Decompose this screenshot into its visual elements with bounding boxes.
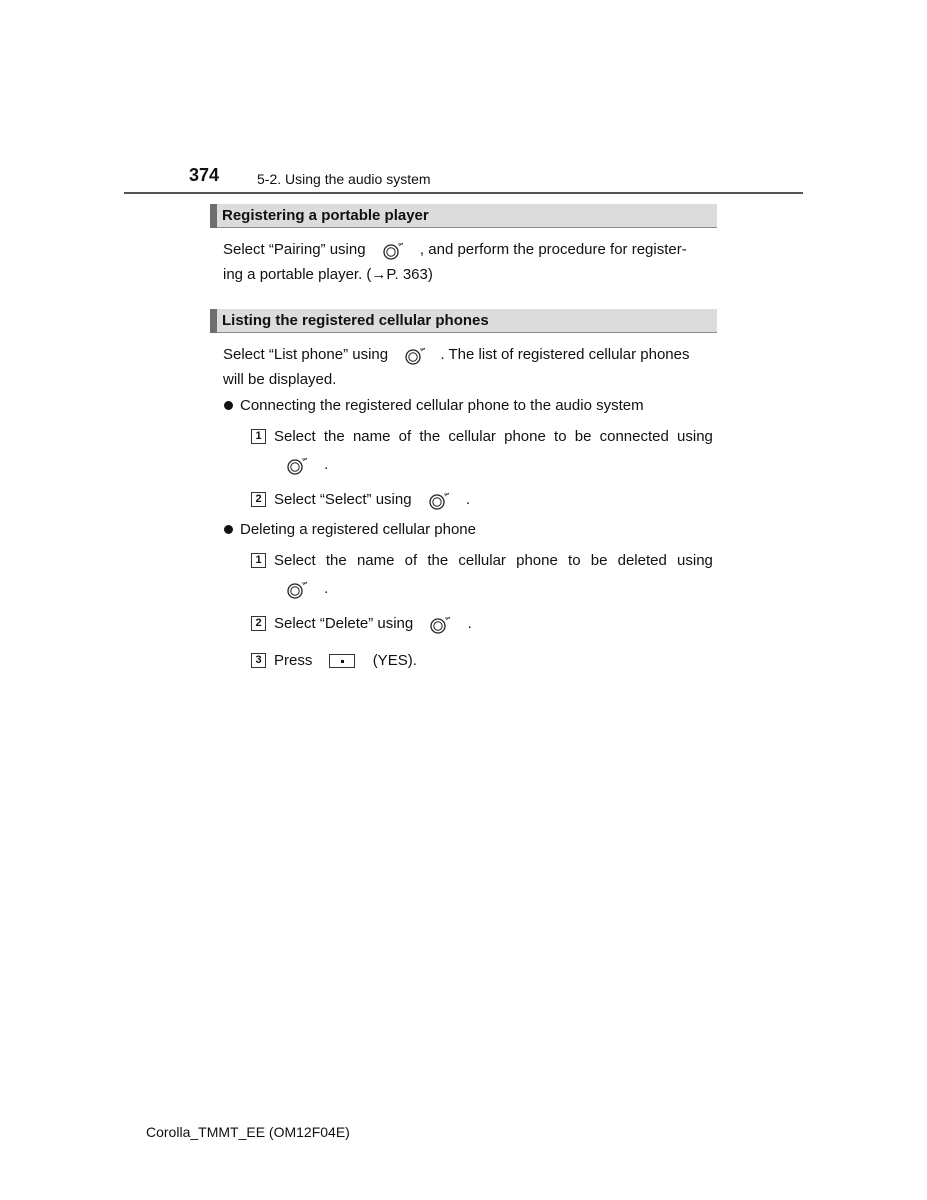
step-continuation — [286, 455, 328, 475]
paragraph-line: ing a portable player. (→P. 363) — [223, 266, 433, 283]
text-fragment: , and perform the procedure for register- — [419, 241, 687, 258]
paragraph-line — [223, 240, 687, 260]
word: to — [568, 552, 581, 569]
word: name — [352, 428, 391, 445]
word: cellular — [448, 428, 496, 445]
header-divider — [124, 192, 803, 194]
bullet-text: Deleting a registered cellular phone — [240, 521, 476, 538]
text-fragment: Select “Select” using — [274, 491, 412, 508]
word: of — [398, 428, 412, 445]
footer-model-code: Corolla_TMMT_EE (OM12F04E) — [146, 1124, 350, 1140]
text-fragment: Select “Pairing” using — [223, 241, 366, 258]
word: the — [427, 552, 449, 569]
paragraph-line: will be displayed. — [223, 371, 337, 388]
word: to — [554, 428, 567, 445]
paragraph-line — [223, 345, 689, 365]
step-number-badge: 2 — [251, 616, 266, 631]
step-number-badge: 3 — [251, 653, 266, 668]
tune-select-dial-icon — [429, 614, 453, 634]
word: be — [574, 428, 592, 445]
section-title-bar — [210, 204, 217, 228]
button-key-icon — [329, 654, 355, 668]
tune-select-dial-icon — [382, 240, 406, 260]
section-title-text: Listing the registered cellular phones — [222, 312, 489, 329]
bullet-text: Connecting the registered cellular phone to the audio system — [240, 397, 644, 414]
word: of — [404, 552, 418, 569]
step-text — [274, 614, 472, 634]
section-title-bar — [210, 309, 217, 333]
text-fragment: (YES). — [372, 652, 417, 669]
step-text — [274, 551, 713, 571]
step-number-badge: 2 — [251, 492, 266, 507]
word: using — [677, 552, 713, 569]
step-text — [274, 427, 713, 447]
word: the — [419, 428, 441, 445]
period: . — [324, 580, 329, 597]
tune-select-dial-icon — [404, 345, 428, 365]
period: . — [467, 615, 472, 632]
text-fragment: Select “List phone” using — [223, 346, 389, 363]
bullet-icon — [224, 401, 233, 410]
tune-select-dial-icon — [286, 579, 310, 599]
tune-select-dial-icon — [286, 455, 310, 475]
section-title-listing-registered-phones — [210, 309, 717, 333]
word: phone — [516, 552, 558, 569]
step-continuation — [286, 579, 328, 599]
step-text — [274, 651, 417, 671]
word: be — [590, 552, 608, 569]
section-heading: 5-2. Using the audio system — [257, 171, 431, 187]
word: deleted — [617, 552, 667, 569]
word: Select — [274, 428, 316, 445]
word: phone — [504, 428, 546, 445]
word: name — [356, 552, 395, 569]
period: . — [324, 456, 329, 473]
text-fragment: Press — [274, 652, 313, 669]
word: Select — [274, 552, 316, 569]
bullet-icon — [224, 525, 233, 534]
step-number-badge: 1 — [251, 553, 266, 568]
text-fragment: . The list of registered cellular phones — [440, 346, 690, 363]
text-fragment: Select “Delete” using — [274, 615, 414, 632]
word: cellular — [458, 552, 506, 569]
tune-select-dial-icon — [428, 490, 452, 510]
page-number: 374 — [189, 165, 220, 185]
word: connected — [599, 428, 669, 445]
word: the — [323, 428, 345, 445]
word: using — [677, 428, 713, 445]
step-number-badge: 1 — [251, 429, 266, 444]
section-title-text: Registering a portable player — [222, 207, 429, 224]
step-text — [274, 490, 470, 510]
period: . — [465, 491, 471, 508]
word: the — [325, 552, 347, 569]
section-title-registering-portable-player — [210, 204, 717, 228]
